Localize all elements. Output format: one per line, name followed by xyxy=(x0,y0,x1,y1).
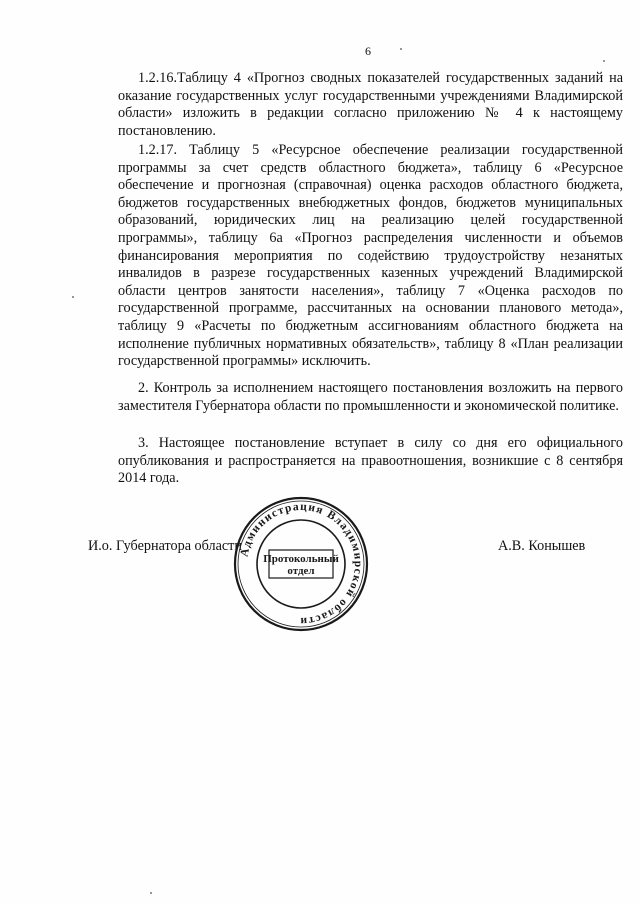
signatory-title: И.о. Губернатора области xyxy=(88,538,242,554)
scan-speck xyxy=(400,48,402,50)
scan-speck xyxy=(603,60,605,62)
stamp-center-line-1: Протокольный xyxy=(263,553,339,565)
paragraph-1-2-16: 1.2.16.Таблицу 4 «Прогноз сводных показателей государственных заданий на оказание государственных услуг государственными учреждениями Владимирской области» изложить в редакции согласно приложению № 4 к настоящему постановлению. xyxy=(118,70,623,139)
official-stamp xyxy=(231,494,371,634)
stamp-ring-text: Администрация Владимирской области xyxy=(238,500,365,628)
paragraph-3-effective-date: 3. Настоящее постановление вступает в силу со дня его официального опубликования и распространяется на правоотношения, возникшие с 8 сентября 2014 года. xyxy=(118,435,623,487)
paragraph-2-control: 2. Контроль за исполнением настоящего постановления возложить на первого заместителя Губернатора области по промышленности и экономической политике. xyxy=(118,380,623,414)
scan-speck xyxy=(150,892,152,894)
signatory-name: А.В. Конышев xyxy=(498,538,586,554)
paragraph-1-2-17: 1.2.17. Таблицу 5 «Ресурсное обеспечение реализации государственной программы за счет средств областного бюджета», таблицу 6 «Ресурсное обеспечение и прогнозная (справочная) оценка расходов областного бюджета, бюджетов государственных внебюджетных фондов, бюджетов муниципальных образований, юридических лиц на реализацию целей государственной программы», таблицу 6а «Прогноз распределения численности и объемов финансирования мероприятия по содействию трудоустройству незанятых инвалидов в разрезе государственных казенных учреждений Владимирской области центров занятости населения», таблицу 7 «Оценка расходов по государственной программе, рассчитанных на основании планового метода», таблицу 9 «Расчеты по бюджетным ассигнованиям областного бюджета на исполнение публичных нормативных обязательств», таблицу 8 «План реализации государственной программы» исключить. xyxy=(118,142,623,370)
page-number: 6 xyxy=(365,44,371,58)
stamp-center-line-2: отдел xyxy=(287,565,315,577)
scan-speck xyxy=(72,296,74,298)
